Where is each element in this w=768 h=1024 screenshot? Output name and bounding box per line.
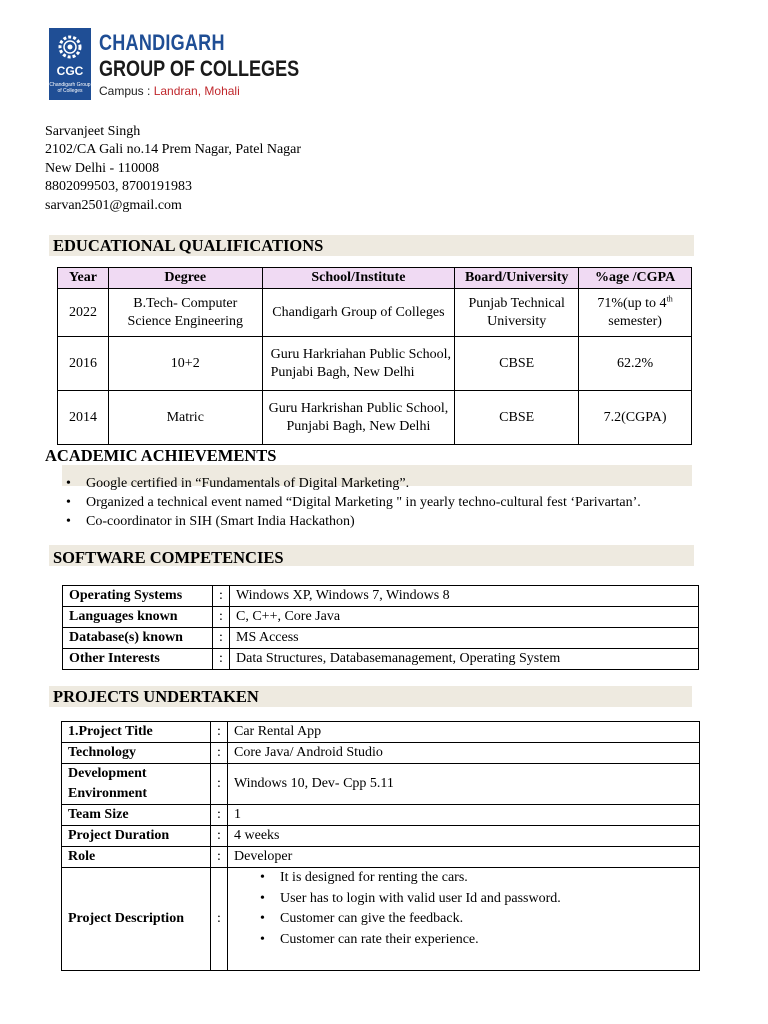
gear-emblem-icon bbox=[52, 32, 88, 62]
address-line1: 2102/CA Gali no.14 Prem Nagar, Patel Nagar bbox=[45, 142, 302, 158]
college-name-line1: CHANDIGARH bbox=[99, 30, 225, 55]
row-key: Project Description bbox=[62, 868, 211, 971]
row-sep: : bbox=[213, 607, 230, 628]
year-cell: 2014 bbox=[58, 391, 109, 445]
software-table bbox=[62, 585, 699, 670]
row-key: Role bbox=[62, 847, 211, 868]
score-cell: 7.2(CGPA) bbox=[579, 391, 692, 445]
row-value: Core Java/ Android Studio bbox=[228, 743, 700, 764]
header-score: %age /CGPA bbox=[579, 268, 692, 289]
row-value: C, C++, Core Java bbox=[230, 607, 699, 628]
education-section-title: EDUCATIONAL QUALIFICATIONS bbox=[53, 236, 324, 255]
row-key: Technology bbox=[62, 743, 211, 764]
header-year: Year bbox=[58, 268, 109, 289]
table-row bbox=[62, 743, 700, 764]
year-cell: 2022 bbox=[58, 289, 109, 337]
row-sep: : bbox=[211, 826, 228, 847]
list-item: • Customer can rate their experience. bbox=[256, 930, 693, 951]
row-value bbox=[228, 868, 700, 971]
board-cell: CBSE bbox=[455, 391, 579, 445]
header-school: School/Institute bbox=[262, 268, 455, 289]
row-sep: : bbox=[211, 764, 228, 805]
row-sep: : bbox=[211, 722, 228, 743]
education-table bbox=[57, 267, 692, 445]
list-item: • Organized a technical event named “Digital Marketing " in yearly techno-cultural fest ‘Parivartan’. bbox=[62, 493, 641, 512]
row-value: 1 bbox=[228, 805, 700, 826]
logo-small-text: Chandigarh Group of Colleges bbox=[49, 82, 91, 94]
table-row bbox=[62, 826, 700, 847]
table-row bbox=[58, 391, 692, 445]
academic-list bbox=[62, 474, 641, 531]
table-row bbox=[62, 868, 700, 971]
table-row bbox=[63, 649, 699, 670]
candidate-name: Sarvanjeet Singh bbox=[45, 124, 141, 139]
logo-text: CGC bbox=[56, 64, 84, 78]
header-board: Board/University bbox=[455, 268, 579, 289]
row-sep: : bbox=[211, 743, 228, 764]
row-value: Data Structures, Databasemanagement, Operating System bbox=[230, 649, 699, 670]
degree-cell: B.Tech- Computer Science Engineering bbox=[108, 289, 262, 337]
academic-section-title: ACADEMIC ACHIEVEMENTS bbox=[45, 446, 277, 465]
row-key: Database(s) known bbox=[63, 628, 213, 649]
row-sep: : bbox=[213, 649, 230, 670]
row-value: Developer bbox=[228, 847, 700, 868]
software-section-title: SOFTWARE COMPETENCIES bbox=[53, 548, 284, 567]
list-item: • Co-coordinator in SIH (Smart India Hackathon) bbox=[62, 512, 641, 531]
row-key: Project Duration bbox=[62, 826, 211, 847]
board-cell: Punjab Technical University bbox=[455, 289, 579, 337]
list-item: • Google certified in “Fundamentals of Digital Marketing”. bbox=[62, 474, 641, 493]
score-cell: 71%(up to 4th semester) bbox=[579, 289, 692, 337]
row-value: Car Rental App bbox=[228, 722, 700, 743]
row-value: Windows XP, Windows 7, Windows 8 bbox=[230, 586, 699, 607]
table-row bbox=[58, 289, 692, 337]
row-sep: : bbox=[213, 628, 230, 649]
row-sep: : bbox=[213, 586, 230, 607]
board-cell: CBSE bbox=[455, 337, 579, 391]
school-cell: Guru Harkrishan Public School, Punjabi Bagh, New Delhi bbox=[262, 391, 455, 445]
projects-table bbox=[61, 721, 700, 971]
row-key: 1.Project Title bbox=[62, 722, 211, 743]
table-row bbox=[62, 722, 700, 743]
row-value: Windows 10, Dev- Cpp 5.11 bbox=[228, 764, 700, 805]
contact-block bbox=[45, 123, 301, 215]
row-key: Development Environment bbox=[62, 764, 211, 805]
list-item: • Customer can give the feedback. bbox=[256, 909, 693, 930]
row-value: MS Access bbox=[230, 628, 699, 649]
table-row bbox=[63, 607, 699, 628]
table-row bbox=[62, 847, 700, 868]
phone-numbers: 8802099503, 8700191983 bbox=[45, 179, 192, 195]
college-name-line2: GROUP OF COLLEGES bbox=[99, 56, 300, 81]
school-cell: Chandigarh Group of Colleges bbox=[262, 289, 455, 337]
degree-cell: 10+2 bbox=[108, 337, 262, 391]
row-key: Other Interests bbox=[63, 649, 213, 670]
row-key: Languages known bbox=[63, 607, 213, 628]
projects-section-title: PROJECTS UNDERTAKEN bbox=[53, 687, 259, 706]
header-degree: Degree bbox=[108, 268, 262, 289]
school-cell: Guru Harkriahan Public School, Punjabi Bagh, New Delhi bbox=[262, 337, 455, 391]
list-item: • It is designed for renting the cars. bbox=[256, 868, 693, 889]
list-item: • User has to login with valid user Id and password. bbox=[256, 889, 693, 910]
table-row bbox=[63, 628, 699, 649]
address-line2: New Delhi - 110008 bbox=[45, 160, 160, 176]
table-row bbox=[62, 805, 700, 826]
row-key: Operating Systems bbox=[63, 586, 213, 607]
campus-location: Landran, Mohali bbox=[153, 84, 240, 98]
score-cell: 62.2% bbox=[579, 337, 692, 391]
row-value: 4 weeks bbox=[228, 826, 700, 847]
table-row bbox=[58, 337, 692, 391]
row-sep: : bbox=[211, 868, 228, 971]
campus-label: Campus : bbox=[99, 84, 154, 98]
project-description-list bbox=[256, 868, 693, 950]
education-header-row bbox=[58, 268, 692, 289]
email-address: sarvan2501@gmail.com bbox=[45, 197, 182, 213]
row-sep: : bbox=[211, 847, 228, 868]
year-cell: 2016 bbox=[58, 337, 109, 391]
degree-cell: Matric bbox=[108, 391, 262, 445]
row-sep: : bbox=[211, 805, 228, 826]
row-key: Team Size bbox=[62, 805, 211, 826]
table-row bbox=[63, 586, 699, 607]
campus-line bbox=[99, 84, 240, 98]
table-row bbox=[62, 764, 700, 805]
